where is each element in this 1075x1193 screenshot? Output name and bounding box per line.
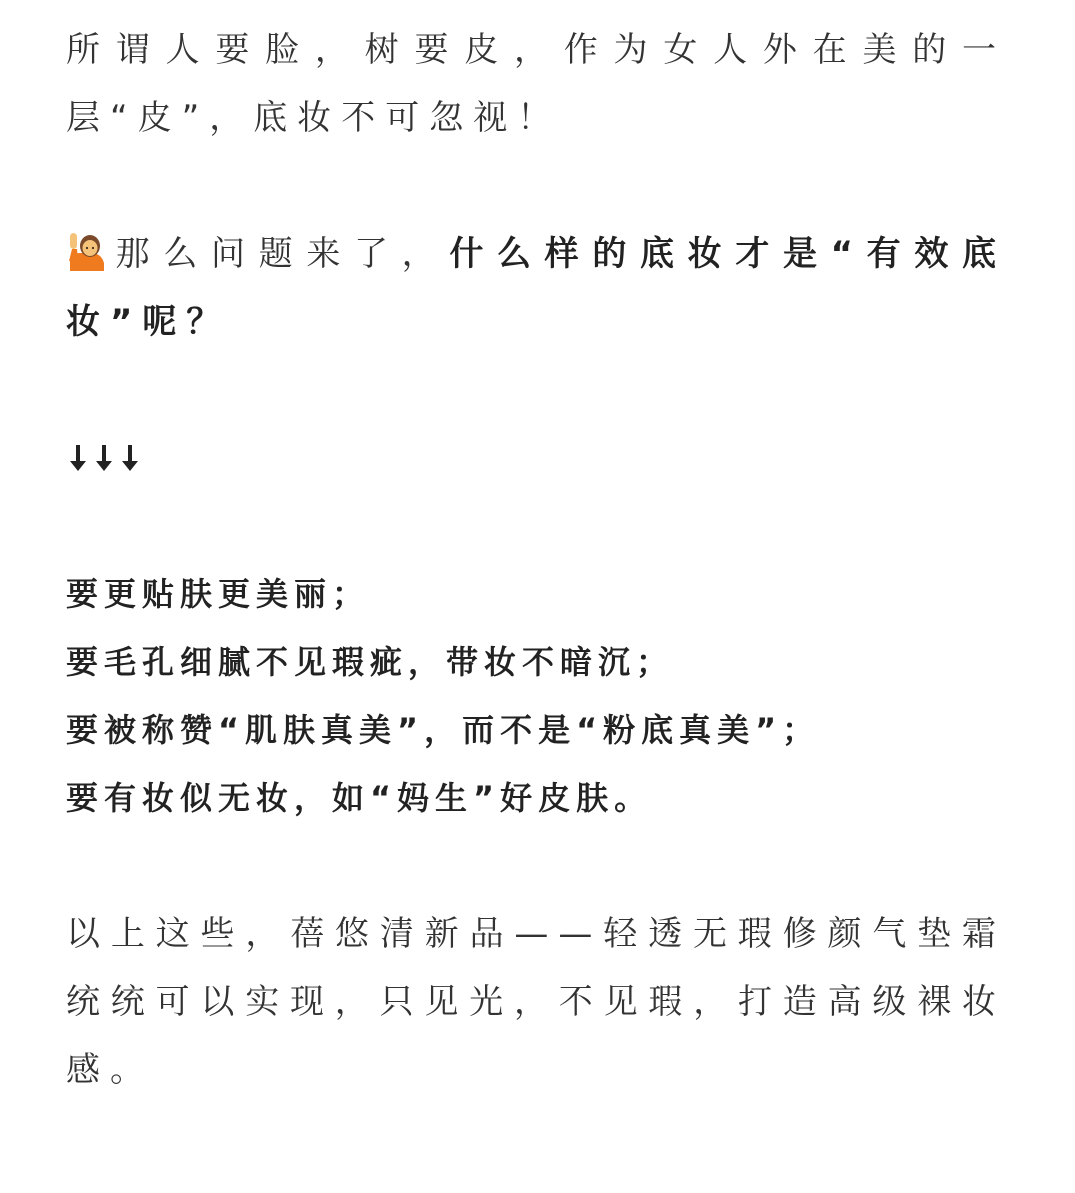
spacer bbox=[66, 152, 1006, 220]
question-bold-text: 什么样的底妆才是“有效底妆”呢？ bbox=[66, 234, 1006, 342]
down-arrow-icon bbox=[118, 443, 142, 473]
conclusion-paragraph: 以上这些，蓓悠清新品——轻透无瑕修颜气垫霜统统可以实现，只见光，不见瑕，打造高级裸妆感。 bbox=[66, 914, 1006, 1090]
spacer bbox=[66, 832, 1006, 900]
down-arrow-icon bbox=[66, 443, 90, 473]
spacer bbox=[66, 356, 1006, 424]
person-raising-hand-icon bbox=[66, 226, 106, 266]
list-item: 要有妆似无妆，如“妈生”好皮肤。 bbox=[66, 779, 653, 817]
spacer bbox=[66, 492, 1006, 560]
list-item: 要更贴肤更美丽； bbox=[66, 575, 371, 613]
down-arrow-icon bbox=[92, 443, 116, 473]
question-paragraph bbox=[66, 220, 1006, 356]
question-lead-text: 那么问题来了， bbox=[112, 234, 450, 274]
list-item: 要被称赞“肌肤真美”，而不是“粉底真美”； bbox=[66, 711, 821, 749]
list-item: 要毛孔细腻不见瑕疵，带妆不暗沉； bbox=[66, 643, 675, 681]
intro-paragraph: 所谓人要脸，树要皮，作为女人外在美的一层“皮”，底妆不可忽视！ bbox=[66, 30, 1006, 138]
down-arrows bbox=[66, 424, 1006, 492]
article-body bbox=[66, 16, 1006, 1104]
